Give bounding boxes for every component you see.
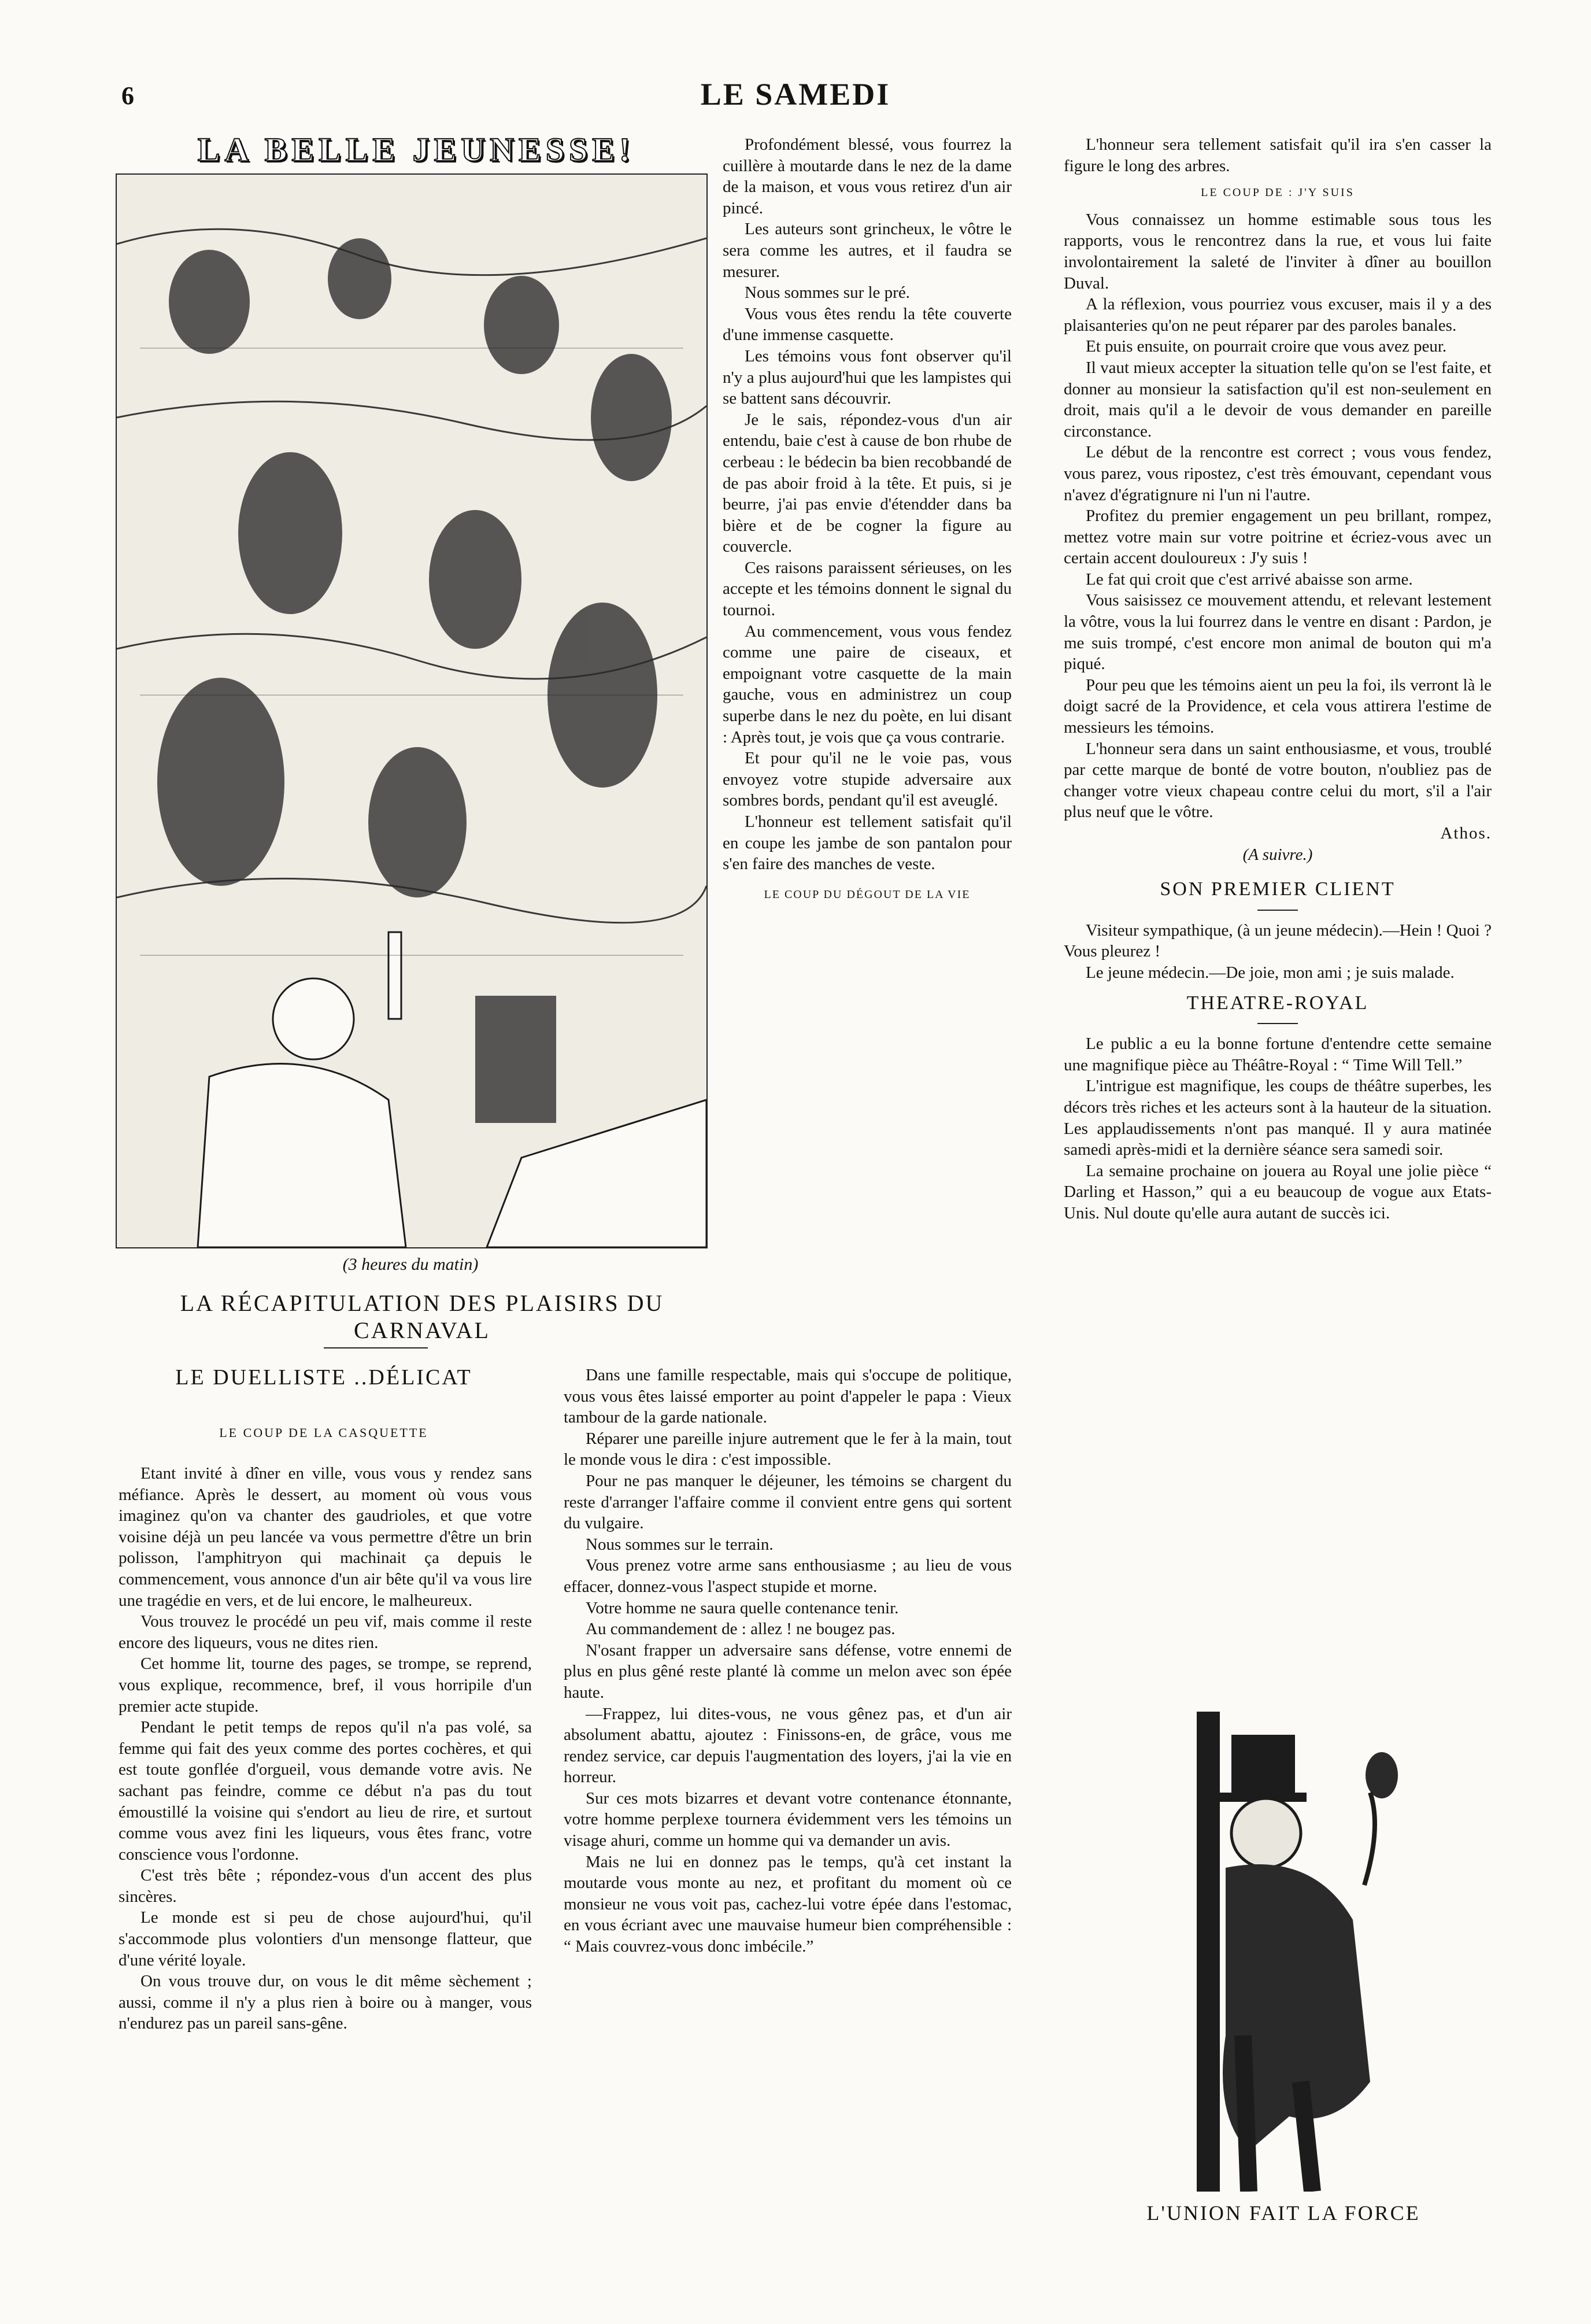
cartoon-illustration: [1162, 1712, 1416, 2192]
illustration-time-caption: (3 heures du matin): [342, 1255, 479, 1274]
man-top-hat-lamp-post-engraving-icon: [1162, 1712, 1416, 2192]
paragraph: L'honneur est tellement satisfait qu'il en coupe les jambe de son pantalon pour s'en faire des manches de veste.: [723, 812, 1012, 874]
paragraph: Et pour qu'il ne le voie pas, vous envoyez votre stupide adversaire aux sombres bords, pendant qu'il est aveuglé.: [723, 749, 1012, 810]
dialogue-line: Le jeune médecin.—De joie, mon ami ; je suis malade.: [1086, 963, 1455, 982]
paragraph: —Frappez, lui dites-vous, ne vous gênez pas, et d'un air absolument abattu, ajoutez : Finissons-en, de grâce, vous me rendez service, car depuis l'augmentation des loyers, j'ai la vie en horreur.: [564, 1704, 1012, 1787]
duelliste-column-1: [119, 1463, 532, 2034]
duelliste-title: LE DUELLISTE ..DÉLICAT: [175, 1365, 472, 1390]
paragraph: Le public a eu la bonne fortune d'entendre cette semaine une magnifique pièce au Théâtre-Royal : “ Time Will Tell.”: [1064, 1034, 1492, 1074]
paragraph: A la réflexion, vous pourriez vous excuser, mais il y a des plaisanteries qu'on ne peut réparer par des paroles banales.: [1064, 295, 1492, 335]
paragraph: Le début de la rencontre est correct ; vous vous fendez, vous parez, vous ripostez, c'est très émouvant, cependant vous n'avez d'égratignure ni l'un ni l'autre.: [1064, 443, 1492, 504]
paragraph: Réparer une pareille injure autrement que le fer à la main, tout le monde vous le dira : c'est impossible.: [564, 1429, 1012, 1469]
paragraph: Dans une famille respectable, mais qui s'occupe de politique, vous vous êtes laissé emporter au point d'appeler le papa : Vieux tambour de la garde nationale.: [564, 1366, 1012, 1427]
duelliste-column-4: [1064, 134, 1492, 1224]
paragraph: L'honneur sera tellement satisfait qu'il ira s'en casser la figure le long des arbres.: [1064, 135, 1492, 175]
dialogue-line: Visiteur sympathique, (à un jeune médecin).—Hein ! Quoi ? Vous pleurez !: [1064, 921, 1492, 961]
paragraph: Les auteurs sont grincheux, le vôtre le sera comme les autres, et il faudra se mesurer.: [723, 220, 1012, 281]
signature: Athos.: [1440, 824, 1492, 843]
paragraph: Vous prenez votre arme sans enthousiasme ; au lieu de vous effacer, donnez-vous l'aspect stupide et morne.: [564, 1556, 1012, 1596]
to-be-continued: (A suivre.): [1242, 845, 1313, 864]
paragraph: Nous sommes sur le terrain.: [586, 1535, 774, 1554]
paragraph: Je le sais, répondez-vous d'un air entendu, baie c'est à cause de bon rhube de cerbeau : le bédecin ba bien recobbandé de de pas aboir froid à la tête. Et puis, si je beurre, j'ai pas envie d'étendder dans ba bière et de be cogner la figure au couvercle.: [723, 410, 1012, 556]
illustration-title: LA BELLE JEUNESSE!: [197, 131, 635, 168]
paragraph: L'intrigue est magnifique, les coups de théâtre superbes, les décors très riches et les acteurs sont à la hauteur de la situation. Les applaudissements n'ont pas manqué. Il y aura matinée samedi après-midi et la dernière séance sera samedi soir.: [1064, 1077, 1492, 1159]
theatre-title: THEATRE-ROYAL: [1186, 992, 1369, 1014]
paragraph: Etant invité à dîner en ville, vous vous y rendez sans méfiance. Après le dessert, au moment où vous vous imaginez qu'on va chanter des gaudrioles, et que votre voisine déjà un peu lancée va vous permettre d'être un brin polisson, l'amphitryon qui machinait ça depuis le commencement, vous annonce d'un air bête qu'il va vous lire une tragédie en vers, et de lui encore, le malheureux.: [119, 1464, 532, 1610]
duelliste-column-2: [723, 134, 1012, 911]
paragraph: Vous trouvez le procédé un peu vif, mais comme il reste encore des liqueurs, vous ne dites rien.: [119, 1612, 532, 1652]
paragraph: La semaine prochaine on jouera au Royal une jolie pièce “ Darling et Hasson,” qui a eu beaucoup de vogue aux Etats-Unis. Nul doute qu'elle aura autant de succès ici.: [1064, 1161, 1492, 1222]
cartoon-caption: L'UNION FAIT LA FORCE: [1146, 2201, 1420, 2225]
paragraph: Le fat qui croit que c'est arrivé abaisse son arme.: [1086, 570, 1413, 589]
duelliste-subtitle-degout: LE COUP DU DÉGOUT DE LA VIE: [764, 888, 971, 901]
paragraph: L'honneur sera dans un saint enthousiasme, et vous, troublé par cette marque de bonté de votre bouton, n'oubliez pas de changer votre vieux chapeau contre celui du mort, s'il a l'air plus neuf que le vôtre.: [1064, 739, 1492, 822]
paragraph: Au commandement de : allez ! ne bougez pas.: [586, 1620, 896, 1639]
carnival-illustration: [116, 173, 708, 1248]
duelliste-subtitle-jy-suis: LE COUP DE : J'Y SUIS: [1201, 186, 1355, 199]
page-number: 6: [121, 82, 134, 110]
divider: [1257, 1023, 1298, 1024]
paragraph: Cet homme lit, tourne des pages, se trompe, se reprend, vous explique, recommence, bref, il vous horripile d'un premier acte stupide.: [119, 1654, 532, 1716]
masthead: LE SAMEDI: [700, 77, 891, 112]
carnival-party-engraving-icon: [117, 175, 706, 1247]
paragraph: Au commencement, vous vous fendez comme une paire de ciseaux, et empoignant votre casquette de la main gauche, vous en administrez un coup superbe dans le nez du poète, en lui disant : Après tout, je vois que ça vous contrarie.: [723, 622, 1012, 747]
paragraph: Votre homme ne saura quelle contenance tenir.: [586, 1598, 899, 1617]
paragraph: Pendant le petit temps de repos qu'il n'a pas volé, sa femme qui fait des yeux comme des portes cochères, et qui est toute gonflée d'orgueil, vous demande votre avis. Ne sachant pas feindre, comme ce début n'a pas du tout émoustillé la voisine qui s'endort au lieu de rire, et surtout comme vous avez fini les liqueurs, vous êtes franc, votre conscience vous l'ordonne.: [119, 1718, 532, 1864]
paragraph: Nous sommes sur le pré.: [745, 283, 910, 302]
client-title: SON PREMIER CLIENT: [1160, 878, 1396, 900]
paragraph: Pour ne pas manquer le déjeuner, les témoins se chargent du reste d'arranger l'affaire comme il convient entre gens qui sortent du vulgaire.: [564, 1471, 1012, 1533]
paragraph: N'osant frapper un adversaire sans défense, votre ennemi de plus en plus gêné reste planté là comme un melon avec son épée haute.: [564, 1641, 1012, 1702]
illustration-caption: LA RÉCAPITULATION DES PLAISIRS DU CARNAVAL: [180, 1290, 664, 1343]
paragraph: Vous vous êtes rendu la tête couverte d'une immense casquette.: [723, 304, 1012, 345]
paragraph: Ces raisons paraissent sérieuses, on les accepte et les témoins donnent le signal du tournoi.: [723, 558, 1012, 620]
divider: [324, 1347, 428, 1348]
paragraph: Vous connaissez un homme estimable sous tous les rapports, vous le rencontrez dans la rue, et vous lui faite involontairement la saleté de l'inviter à dîner au bouillon Duval.: [1064, 210, 1492, 293]
paragraph: Et puis ensuite, on pourrait croire que vous avez peur.: [1086, 337, 1447, 356]
paragraph: Profondément blessé, vous fourrez la cuillère à moutarde dans le nez de la dame de la maison, et vous vous retirez d'un air pincé.: [723, 135, 1012, 217]
duelliste-column-3: [564, 1365, 1012, 1957]
paragraph: Profitez du premier engagement un peu brillant, rompez, mettez votre main sur votre poitrine et écriez-vous avec un certain accent douloureux : J'y suis !: [1064, 507, 1492, 568]
paragraph: Il vaut mieux accepter la situation telle qu'on se l'est faite, et donner au monsieur la satisfaction qu'il est non-seulement en droit, mais qu'il a le devoir de vous demander en pareille circonstance.: [1064, 358, 1492, 441]
duelliste-subtitle-casquette: LE COUP DE LA CASQUETTE: [219, 1425, 428, 1440]
paragraph: C'est très bête ; répondez-vous d'un accent des plus sincères.: [119, 1866, 532, 1906]
paragraph: Mais ne lui en donnez pas le temps, qu'à cet instant la moutarde vous monte au nez, et profitant du moment où ce monsieur ne vous voit pas, cachez-lui votre épée dans l'estomac, en vous écriant avec une mauvaise humeur bien compréhensible : “ Mais couvrez-vous donc imbécile.”: [564, 1852, 1012, 1956]
paragraph: On vous trouve dur, on vous le dit même sèchement ; aussi, comme il n'y a plus rien à boire ou à manger, vous n'endurez pas un pareil sans-gêne.: [119, 1972, 532, 2033]
paragraph: Les témoins vous font observer qu'il n'y a plus aujourd'hui que les lampistes qui se battent sans découvrir.: [723, 346, 1012, 408]
paragraph: Sur ces mots bizarres et devant votre contenance étonnante, votre homme perplexe tournera évidemment vers les témoins un visage ahuri, comme un homme qui va demander un avis.: [564, 1789, 1012, 1850]
paragraph: Vous saisissez ce mouvement attendu, et relevant lestement la vôtre, vous la lui fourrez dans le ventre en disant : Pardon, je me suis trompé, c'est encore mon animal de bouton qui m'a piqué.: [1064, 591, 1492, 674]
divider: [1257, 910, 1298, 911]
paragraph: Le monde est si peu de chose aujourd'hui, qu'il s'accommode plus volontiers d'un mensonge flatteur, que d'une vérité loyale.: [119, 1908, 532, 1970]
paragraph: Pour peu que les témoins aient un peu la foi, ils verront là le doigt sacré de la Providence, et cela vous attirera l'estime de messieurs les témoins.: [1064, 675, 1492, 737]
